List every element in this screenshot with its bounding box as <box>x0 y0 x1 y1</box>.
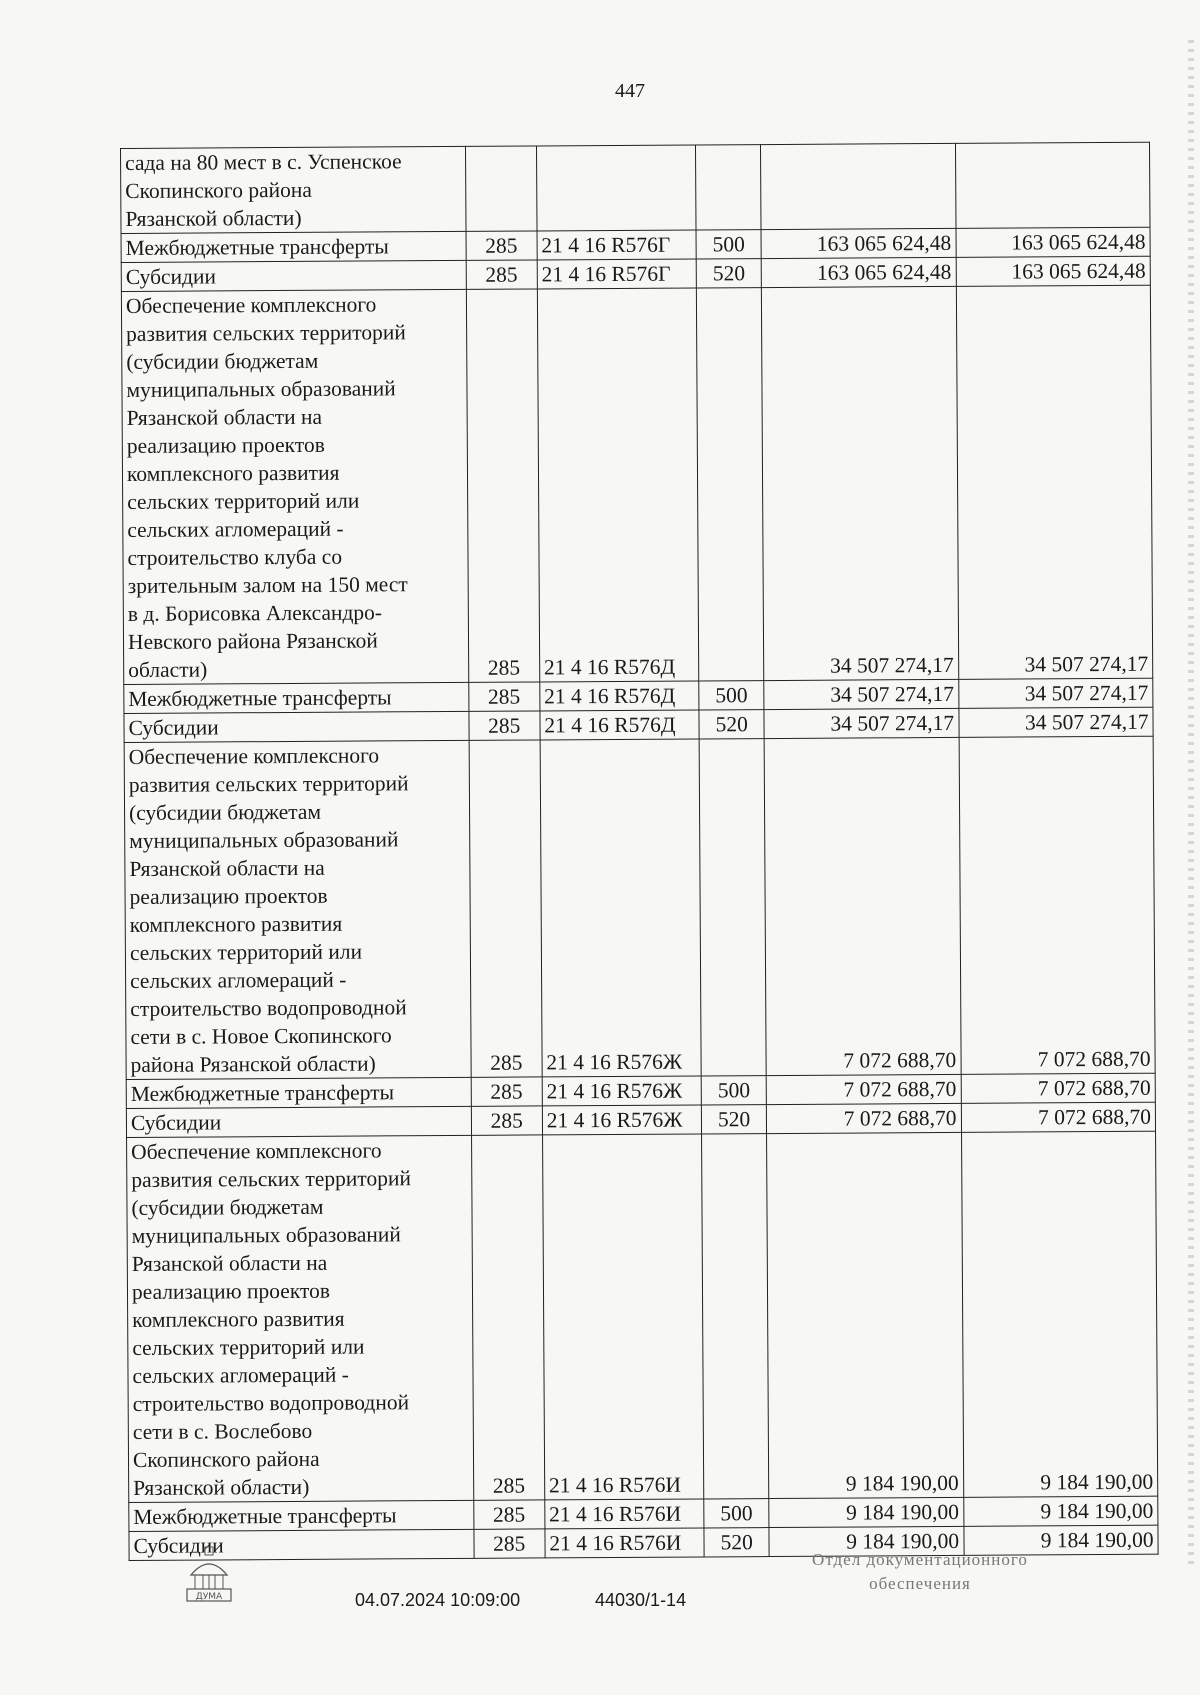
row-gr: 285 <box>466 231 537 260</box>
row-gr: 285 <box>471 1106 542 1135</box>
row-sum-1: 7 072 688,70 <box>766 1074 961 1104</box>
row-name-text: Межбюджетные трансферты <box>133 1503 397 1529</box>
row-sum-2: 163 065 624,48 <box>956 256 1151 286</box>
row-gr: 285 <box>471 1135 544 1500</box>
row-gr: 285 <box>469 740 542 1077</box>
footer-datetime: 04.07.2024 10:09:00 <box>355 1590 521 1610</box>
row-sum-2: 34 507 274,17 <box>956 285 1153 679</box>
row-gr <box>465 146 537 231</box>
row-name-text: Обеспечение комплексного развития сельских территорий (субсидии бюджетам муниципальных образований Рязанской области на реализацию проектов комплексного развития сельских территорий или сельских агломераций - строительство водопроводной сети в с. Новое Скопинского района Рязанской области) <box>128 743 409 1077</box>
row-sum-1: 163 065 624,48 <box>761 257 956 287</box>
department-stamp <box>760 1548 1080 1596</box>
row-csr: 21 4 16 R576Ж <box>540 739 701 1077</box>
row-gr: 285 <box>466 289 540 682</box>
row-name-text: Обеспечение комплексного развития сельских территорий (субсидии бюджетам муниципальных образований Рязанской области на реализацию проектов комплексного развития сельских территорий или сельских агломераций - строительство водопроводной сети в с. Вослебово Скопинского района Рязанской области) <box>131 1138 412 1500</box>
footer-doc-number: 44030/1-14 <box>595 1590 687 1610</box>
row-csr: 21 4 16 R576И <box>545 1528 704 1558</box>
row-vr: 520 <box>704 1528 769 1557</box>
table-row <box>124 736 1155 1079</box>
row-vr: 500 <box>701 1076 766 1105</box>
row-name <box>121 231 466 262</box>
row-sum-2: 9 184 190,00 <box>963 1496 1158 1526</box>
row-sum-2: 9 184 190,00 <box>961 1131 1158 1497</box>
row-name-text: Субсидии <box>130 1110 222 1135</box>
row-name <box>124 740 471 1079</box>
row-sum-2: 7 072 688,70 <box>961 1073 1156 1103</box>
row-name-text: Субсидии <box>133 1533 224 1558</box>
row-name-text: Субсидии <box>128 715 219 740</box>
row-name-text: сада на 80 мест в с. Успенское Скопинского района Рязанской области) <box>125 149 402 231</box>
duma-logo-icon <box>183 1545 235 1605</box>
row-csr: 21 4 16 R576И <box>542 1134 704 1500</box>
row-sum-1: 7 072 688,70 <box>767 1103 962 1133</box>
row-name <box>121 289 468 684</box>
row-gr: 285 <box>468 682 539 711</box>
logo-text: ДУМА <box>195 1592 223 1602</box>
row-csr: 21 4 16 R576Д <box>540 681 699 711</box>
row-csr: 21 4 16 R576И <box>545 1499 704 1529</box>
row-name-text: Обеспечение комплексного развития сельских территорий (субсидии бюджетам муниципальных образований Рязанской области на реализацию проектов комплексного развития сельских территорий или сельских агломераций - строительство клуба со зрительным залом на 150 мест в д. Борисовка Александро- Невского района Рязанской области) <box>125 292 408 682</box>
row-sum-2: 7 072 688,70 <box>959 736 1155 1074</box>
row-sum-1: 163 065 624,48 <box>761 228 956 258</box>
row-sum-1 <box>761 143 956 229</box>
row-vr: 500 <box>696 230 761 259</box>
row-name <box>129 1529 474 1560</box>
row-vr <box>696 288 764 681</box>
row-gr: 285 <box>469 711 540 740</box>
row-name <box>126 1077 471 1108</box>
row-gr: 285 <box>474 1529 545 1558</box>
row-csr: 21 4 16 R576Ж <box>542 1105 701 1135</box>
row-name <box>126 1106 471 1137</box>
row-csr: 21 4 16 R576Д <box>537 288 699 682</box>
row-name-text: Межбюджетные трансферты <box>128 685 392 711</box>
budget-table-body <box>121 142 1159 1560</box>
row-vr: 520 <box>701 1105 766 1134</box>
row-sum-2: 7 072 688,70 <box>961 1102 1156 1132</box>
row-sum-1: 9 184 190,00 <box>769 1526 964 1556</box>
row-name-text: Межбюджетные трансферты <box>125 234 389 260</box>
row-name-text: Межбюджетные трансферты <box>130 1080 395 1106</box>
row-name <box>124 711 469 742</box>
row-sum-2: 34 507 274,17 <box>959 707 1154 737</box>
row-vr: 520 <box>699 710 764 739</box>
row-sum-1: 7 072 688,70 <box>764 737 960 1075</box>
stamp-line-2: обеспечения <box>869 1574 971 1593</box>
row-name <box>121 260 466 291</box>
row-csr <box>536 145 696 231</box>
row-vr: 500 <box>704 1499 769 1528</box>
row-vr: 500 <box>699 681 764 710</box>
row-sum-2: 9 184 190,00 <box>964 1525 1159 1555</box>
stamp-line-1: Отдел документационного <box>812 1550 1028 1569</box>
table-row <box>127 1131 1158 1502</box>
row-sum-2: 163 065 624,48 <box>956 227 1151 257</box>
row-csr: 21 4 16 R576Ж <box>542 1076 701 1106</box>
row-csr: 21 4 16 R576Г <box>537 230 696 260</box>
table-row <box>121 142 1151 233</box>
scan-edge-marks <box>1188 40 1194 1570</box>
row-sum-1: 34 507 274,17 <box>762 286 959 680</box>
row-name-text: Субсидии <box>125 264 217 289</box>
row-sum-1: 9 184 190,00 <box>767 1132 964 1498</box>
row-gr: 285 <box>466 260 537 289</box>
row-name <box>127 1135 474 1502</box>
row-sum-2: 34 507 274,17 <box>958 678 1153 708</box>
row-sum-2 <box>955 142 1150 228</box>
row-csr: 21 4 16 R576Г <box>537 259 696 289</box>
row-vr <box>699 739 766 1076</box>
row-name <box>129 1500 474 1531</box>
row-name <box>124 682 469 713</box>
row-name <box>121 146 466 233</box>
row-sum-1: 34 507 274,17 <box>764 708 959 738</box>
page-number: 447 <box>615 80 645 102</box>
row-vr: 520 <box>696 259 761 288</box>
row-csr: 21 4 16 R576Д <box>540 710 699 740</box>
row-sum-1: 34 507 274,17 <box>764 679 959 709</box>
table-row <box>121 285 1152 684</box>
row-vr <box>696 145 762 230</box>
row-gr: 285 <box>471 1077 542 1106</box>
row-gr: 285 <box>473 1500 544 1529</box>
row-sum-1: 9 184 190,00 <box>769 1497 964 1527</box>
row-vr <box>702 1134 769 1499</box>
budget-table <box>120 142 1159 1561</box>
